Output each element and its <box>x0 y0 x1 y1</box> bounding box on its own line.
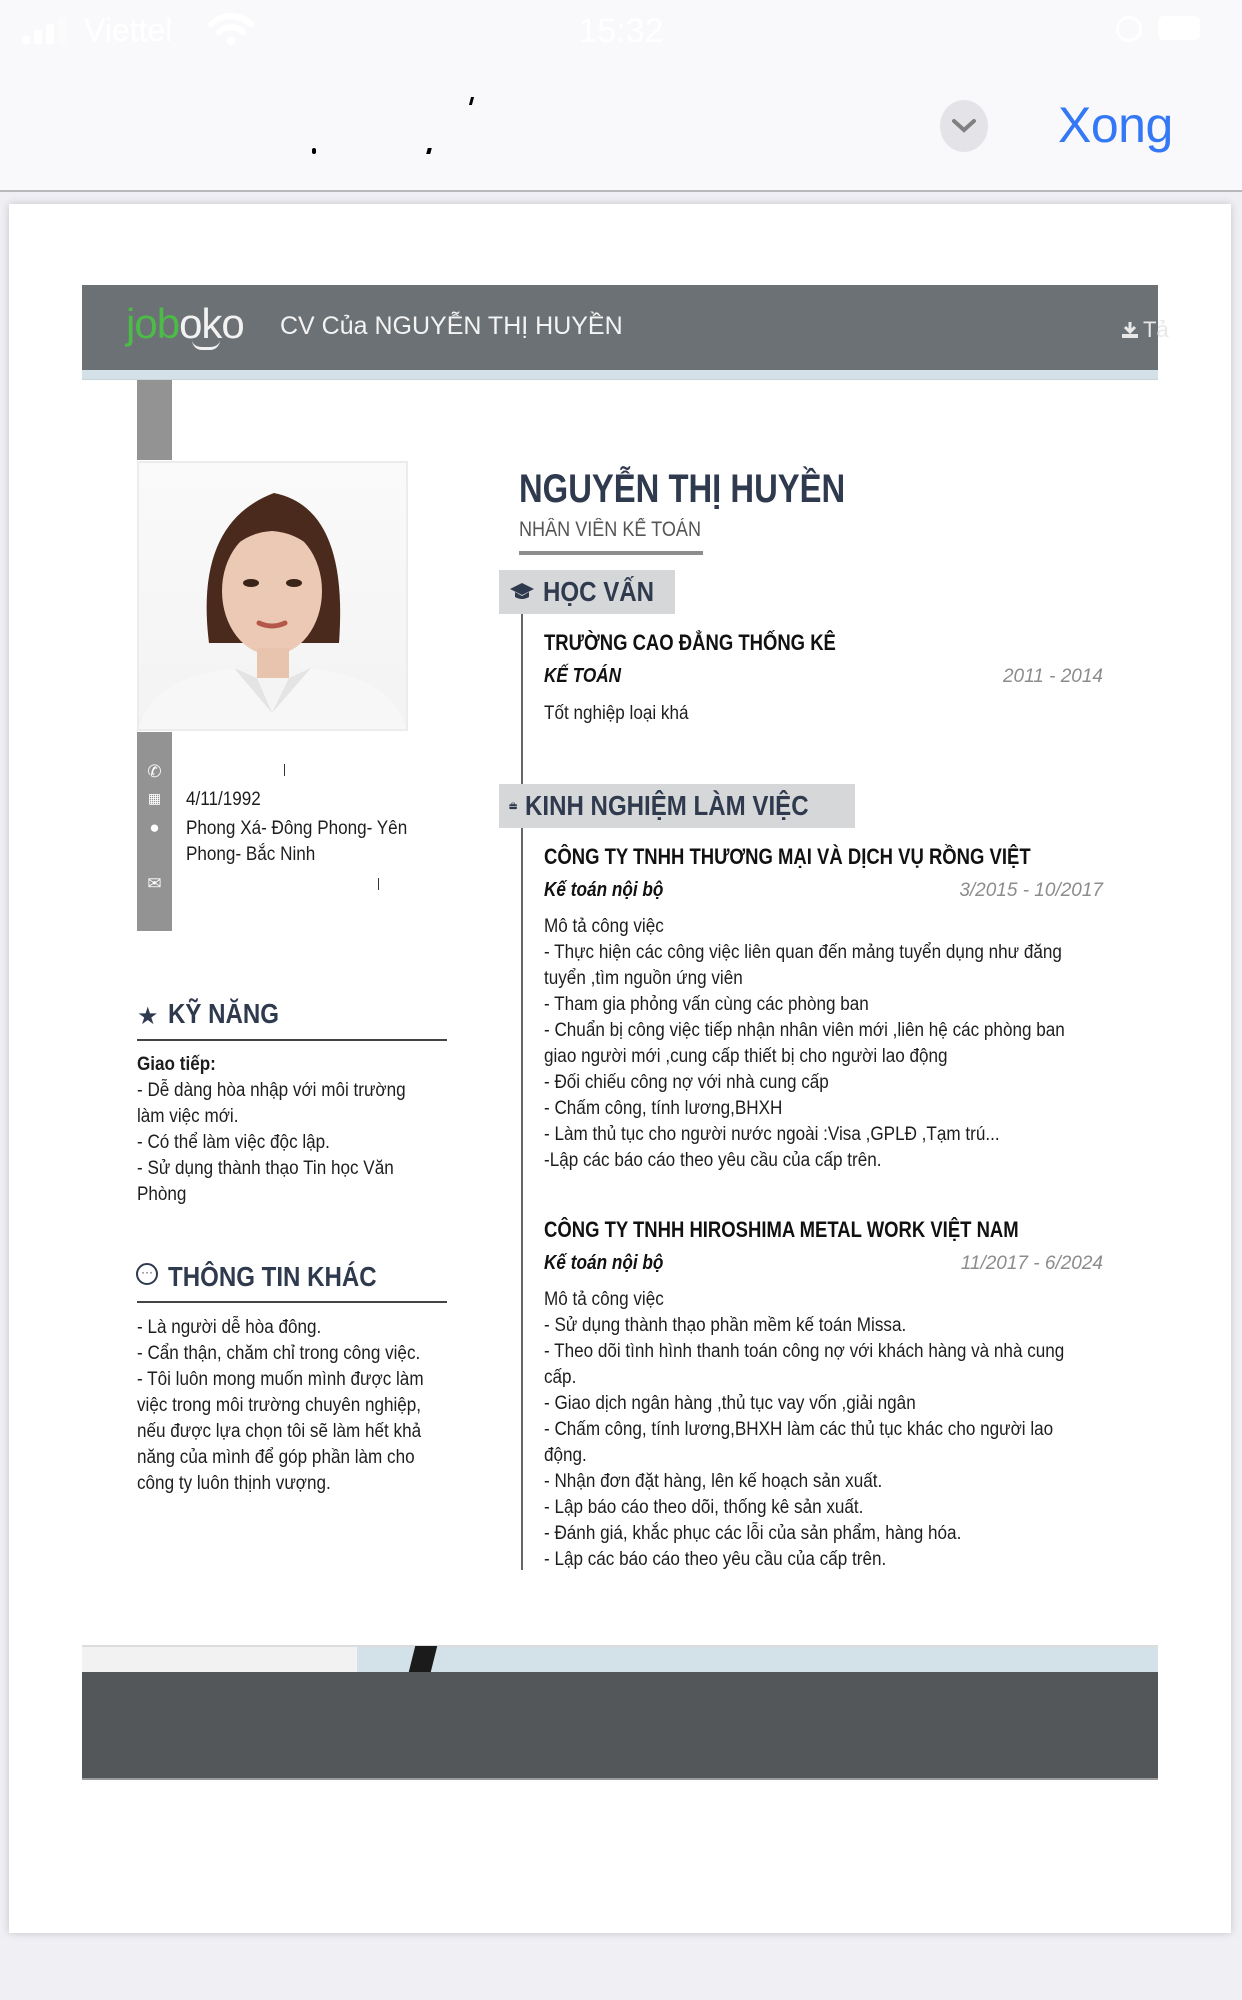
other-info-content <box>137 1315 448 1497</box>
download-icon <box>1121 321 1139 339</box>
job-line: giao người mới ,cung cấp thiết bị cho người lao động <box>544 1046 948 1067</box>
skill-line: làm việc mới. <box>137 1106 239 1127</box>
job-company: CÔNG TY TNHH HIROSHIMA METAL WORK VIỆT NAM <box>544 1217 1019 1242</box>
done-button[interactable]: Xong <box>1058 97 1173 153</box>
chevron-down-icon <box>951 118 977 134</box>
job-line: - Chấm công, tính lương,BHXH <box>544 1098 783 1119</box>
skill-line: - Dễ dàng hòa nhập với môi trường <box>137 1080 406 1101</box>
education-heading: HỌC VẤN <box>499 570 675 614</box>
orientation-lock-icon <box>1116 16 1142 42</box>
cv-title: CV Của NGUYỄN THỊ HUYỀN <box>280 312 623 340</box>
collapse-button[interactable] <box>940 100 988 152</box>
email-redaction-mark <box>378 878 379 890</box>
job-position: Kế toán nội bộ <box>544 1252 664 1274</box>
job-line: - Đánh giá, khắc phục các lỗi của sản phẩm, hàng hóa. <box>544 1523 962 1544</box>
skills-divider <box>137 1039 447 1041</box>
skills-content <box>137 1052 443 1208</box>
birthday-value: 4/11/1992 <box>186 789 261 810</box>
avatar <box>139 463 406 729</box>
carrier-label: Viettel <box>84 12 173 48</box>
job-line: - Làm thủ tục cho người nước ngoài :Visa ,GPLĐ ,Tạm trú... <box>544 1124 1000 1145</box>
job-description <box>544 1287 1120 1573</box>
job-line: động. <box>544 1445 587 1466</box>
job-line: - Chuẩn bị công việc tiếp nhận nhân viên mới ,liên hệ các phòng ban <box>544 1020 1065 1041</box>
location-pin-icon: ● <box>149 818 160 837</box>
job-line: - Lập báo cáo theo dõi, thống kê sản xuất. <box>544 1497 864 1518</box>
education-note: Tốt nghiệp loại khá <box>544 703 689 724</box>
job-line: - Theo dõi tình hình thanh toán công nợ với khách hàng và nhà cung <box>544 1341 1065 1362</box>
skill-line: Phòng <box>137 1184 187 1205</box>
briefcase-icon <box>509 796 517 816</box>
job-line: - Nhận đơn đặt hàng, lên kế hoạch sản xuất. <box>544 1471 883 1492</box>
other-info-line: công ty luôn thịnh vượng. <box>137 1473 331 1494</box>
title-glyph-fragment <box>312 148 316 154</box>
other-info-line: - Tôi luôn mong muốn mình được làm <box>137 1369 424 1390</box>
job-dates: 3/2015 - 10/2017 <box>959 880 1103 901</box>
job-line: tuyển ,tìm nguồn ứng viên <box>544 968 743 989</box>
footer-strip-image <box>357 1645 1158 1672</box>
timeline-line <box>521 613 523 1570</box>
job-line: - Sử dụng thành thạo phần mềm kế toán Missa. <box>544 1315 907 1336</box>
status-bar <box>0 0 1242 62</box>
other-info-line: nếu được lựa chọn tôi sẽ làm hết khả <box>137 1421 422 1442</box>
email-icon: ✉ <box>147 874 162 893</box>
job-dates: 11/2017 - 6/2024 <box>960 1253 1103 1274</box>
job-line: - Đối chiếu công nợ với nhà cung cấp <box>544 1072 829 1093</box>
job-position: Kế toán nội bộ <box>544 879 664 901</box>
skill-line: - Có thể làm việc độc lập. <box>137 1132 330 1153</box>
address-line-2: Phong- Bắc Ninh <box>186 844 316 865</box>
graduation-cap-icon <box>509 582 535 602</box>
other-info-divider <box>137 1301 447 1303</box>
candidate-name: NGUYỄN THỊ HUYỀN <box>519 467 846 511</box>
battery-icon <box>1158 16 1200 40</box>
job-description <box>544 914 1120 1174</box>
job-line: - Tham gia phỏng vấn cùng các phòng ban <box>544 994 869 1015</box>
clock: 15:32 <box>578 12 664 50</box>
phone-icon: ✆ <box>147 762 162 781</box>
joboko-logo[interactable]: joboko <box>126 300 244 347</box>
other-info-heading: THÔNG TIN KHÁC <box>168 1261 377 1292</box>
star-icon: ★ <box>137 1003 159 1030</box>
job-line: Mô tả công việc <box>544 916 664 937</box>
school-name: TRƯỜNG CAO ĐẲNG THỐNG KÊ <box>544 630 836 655</box>
profile-photo <box>137 461 408 731</box>
skill-group-title: Giao tiếp: <box>137 1054 216 1075</box>
other-info-line: năng của mình để góp phần làm cho <box>137 1447 415 1468</box>
experience-heading: KINH NGHIỆM LÀM VIỆC <box>499 784 855 828</box>
other-info-line: - Cẩn thận, chăm chỉ trong công việc. <box>137 1343 421 1364</box>
cv-footer-bar <box>82 1672 1158 1780</box>
job-company: CÔNG TY TNHH THƯƠNG MẠI VÀ DỊCH VỤ RỒNG VIỆT <box>544 844 1031 869</box>
footer-strip-left <box>82 1645 357 1672</box>
role-underline <box>519 551 703 555</box>
job-line: - Giao dịch ngân hàng ,thủ tục vay vốn ,giải ngân <box>544 1393 916 1414</box>
candidate-role: NHÂN VIÊN KẾ TOÁN <box>519 518 701 541</box>
more-dots-icon: ··· <box>136 1263 158 1285</box>
job-line: cấp. <box>544 1367 577 1388</box>
address-line-1: Phong Xá- Đông Phong- Yên <box>186 818 408 839</box>
education-dates: 2011 - 2014 <box>1002 666 1103 687</box>
birthday-cake-icon: ▦ <box>147 790 162 806</box>
sidebar-accent-bar <box>137 380 172 460</box>
phone-redaction-mark <box>284 764 285 776</box>
job-line: Mô tả công việc <box>544 1289 664 1310</box>
skills-heading: KỸ NĂNG <box>168 998 280 1029</box>
job-line: - Thực hiện các công việc liên quan đến mảng tuyển dụng như đăng <box>544 942 1062 963</box>
cv-header-strip <box>82 370 1158 380</box>
other-info-line: việc trong môi trường chuyên nghiệp, <box>137 1395 422 1416</box>
education-major: KẾ TOÁN <box>544 665 622 687</box>
job-line: - Chấm công, tính lương,BHXH làm các thủ tục khác cho người lao <box>544 1419 1054 1440</box>
skill-line: - Sử dụng thành thạo Tin học Văn <box>137 1158 394 1179</box>
job-line: - Lập các báo cáo theo yêu cầu của cấp trên. <box>544 1549 887 1570</box>
other-info-line: - Là người dễ hòa đông. <box>137 1317 322 1338</box>
job-line: -Lập các báo cáo theo yêu cầu của cấp trên. <box>544 1150 882 1171</box>
download-button[interactable]: Tả <box>1121 317 1169 343</box>
